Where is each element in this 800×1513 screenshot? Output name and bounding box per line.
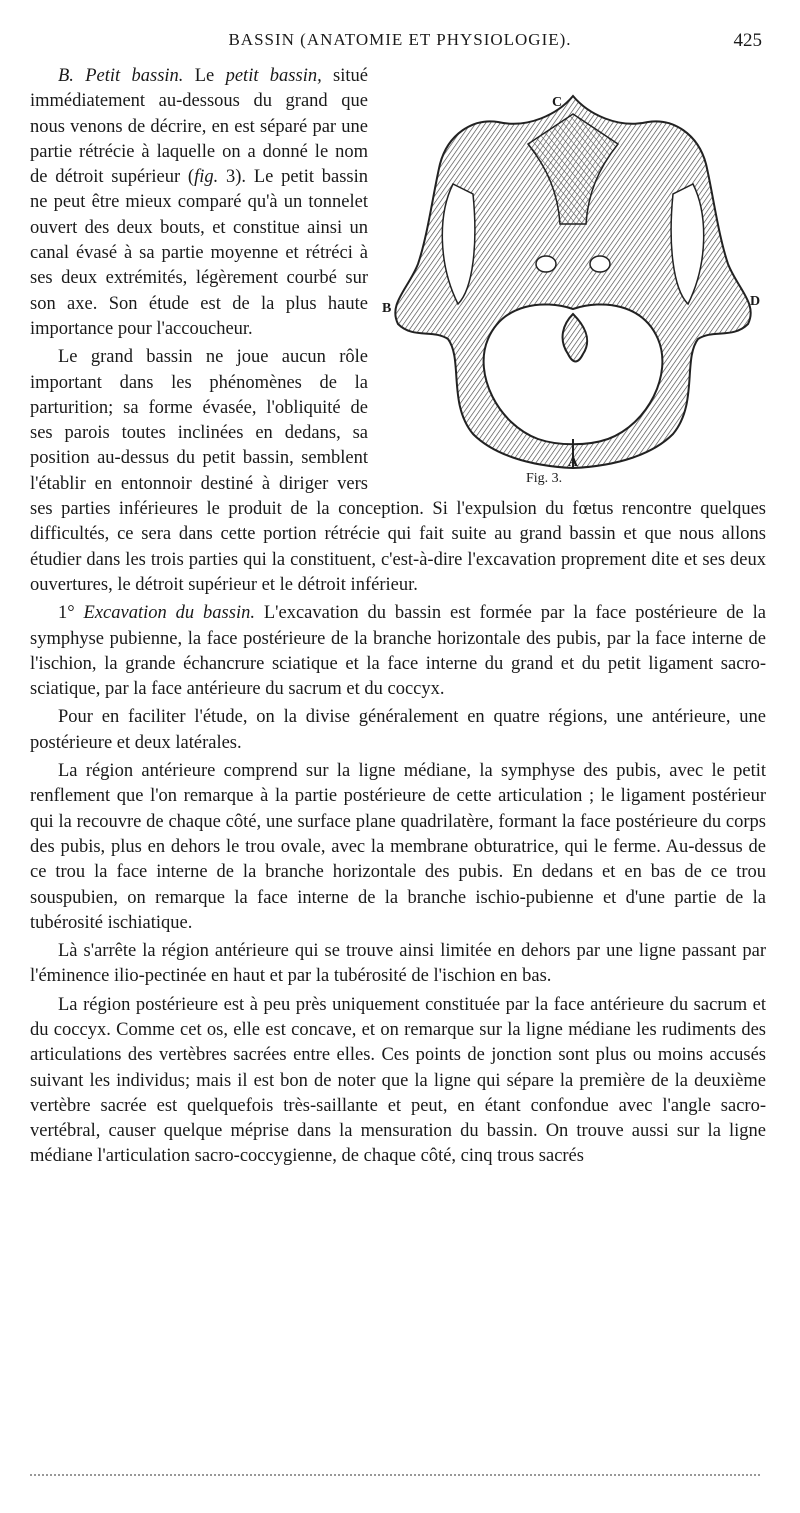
figure-reference: fig. — [194, 167, 219, 188]
figure-label-a: A — [568, 455, 579, 470]
emphasis-petit-bassin: petit bassin, — [225, 66, 322, 86]
figure-label-d: D — [750, 294, 761, 309]
text-span: Le — [183, 66, 226, 86]
page-number: 425 — [733, 30, 762, 51]
paragraph-grand-bassin: Le grand bassin ne joue aucun rôle important dans les phénomènes de la parturition; sa forme évasée, l'obliquité de ses parois toutes inclinées en dedans, sa position au-dessus du petit bassin, semblent l'établir en entonnoir destiné à diriger vers ses parties inférieures le produit de la conception. Si l'expulsion du fœtus rencontre quelques difficultés, ce sera dans cette portion rétrécie qui fait suite au grand bassin et que nous allons étudier dans les trois parties qui la constituent, c'est-à-dire l'excavation proprement dite et ses deux ouvertures, le détroit supérieur et le détroit inférieur. — [30, 347, 766, 595]
pelvis-figure — [378, 74, 766, 492]
section-heading-excavation: Excavation du bassin. — [83, 603, 255, 624]
running-header — [30, 30, 770, 56]
figure-label-c: C — [552, 95, 563, 110]
section-heading-petit-bassin: B. Petit bassin. — [58, 66, 184, 86]
paragraph-limite: Là s'arrête la région antérieure qui se trouve ainsi limitée en dehors par une ligne passant par l'éminence ilio-pectinée en haut et par la tubérosité de l'ischion en bas. — [30, 941, 766, 987]
section-number: 1° — [58, 603, 84, 624]
text-span: situé immédiatement au-dessous du grand que nous venons de décrire, en est séparé par une partie rétrécie à laquelle on a donné le nom de détroit supérieur ( — [30, 66, 368, 188]
paragraph-excavation — [30, 601, 766, 702]
paragraph-region-posterieure: La région postérieure est à peu près uniquement constituée par la face antérieure du sacrum et du coccyx. Comme cet os, elle est concave, et on remarque sur la ligne médiane les rudiments des articulations des vertèbres sacrées entre elles. Ces points de jonction sont plus ou moins accusés suivant les individus; mais il est bon de noter que la ligne qui sépare la première de la deuxième vertèbre sacrée est quelquefois très-saillante et peut, en étant confondue avec l'angle sacro-vertébral, causer quelque méprise dans la mensuration du bassin. On trouve aussi sur la ligne médiane l'articulation sacro-coccygienne, de chaque côté, cinq trous sacrés — [30, 994, 766, 1167]
paragraph-regions: Pour en faciliter l'étude, on la divise généralement en quatre régions, une antérieure, une postérieure et deux latérales. — [30, 707, 766, 753]
paragraph-region-anterieure: La région antérieure comprend sur la ligne médiane, la symphyse des pubis, avec le petit renflement que l'on remarque à la partie postérieure de cette articulation ; le ligament postérieur qui la recouvre de chaque côté, une surface plane quadrilatère, formant la face postérieure du corps des pubis, plus en dehors le trou ovale, avec la membrane obturatrice, qui le ferme. Au-dessus de ce trou la face interne de la branche horizontale des pubis. En dedans et en bas de ce trou souspubien, on remarque la face interne de la branche ischio-pubienne et d'une partie de la tubérosité ischiatique. — [30, 761, 766, 933]
footer-rule — [30, 1474, 760, 1476]
running-title: BASSIN (ANATOMIE ET PHYSIOLOGIE). — [228, 30, 572, 49]
figure-label-b: B — [382, 301, 392, 316]
text-span: 3). Le petit bassin ne peut être mieux comparé qu'à un tonnelet ouvert des deux bouts, et constitue ainsi un canal évasé à sa partie moyenne et rétréci à ses deux extrémités, légèrement courbé sur son axe. Son étude est de la plus haute importance pour l'accoucheur. — [30, 167, 369, 339]
text-span: L'excavation du bassin est formée par la face postérieure de la symphyse pubienne, la face postérieure de la branche horizontale des pubis, par la face interne de l'ischion, la grande échancrure sciatique et la face interne du grand et du petit ligament sacro-sciatique, par la face antérieure du sacrum et du coccyx. — [30, 603, 766, 700]
body-text — [30, 64, 766, 1170]
pelvis-illustration — [378, 74, 766, 474]
figure-caption: Fig. 3. — [526, 471, 563, 486]
